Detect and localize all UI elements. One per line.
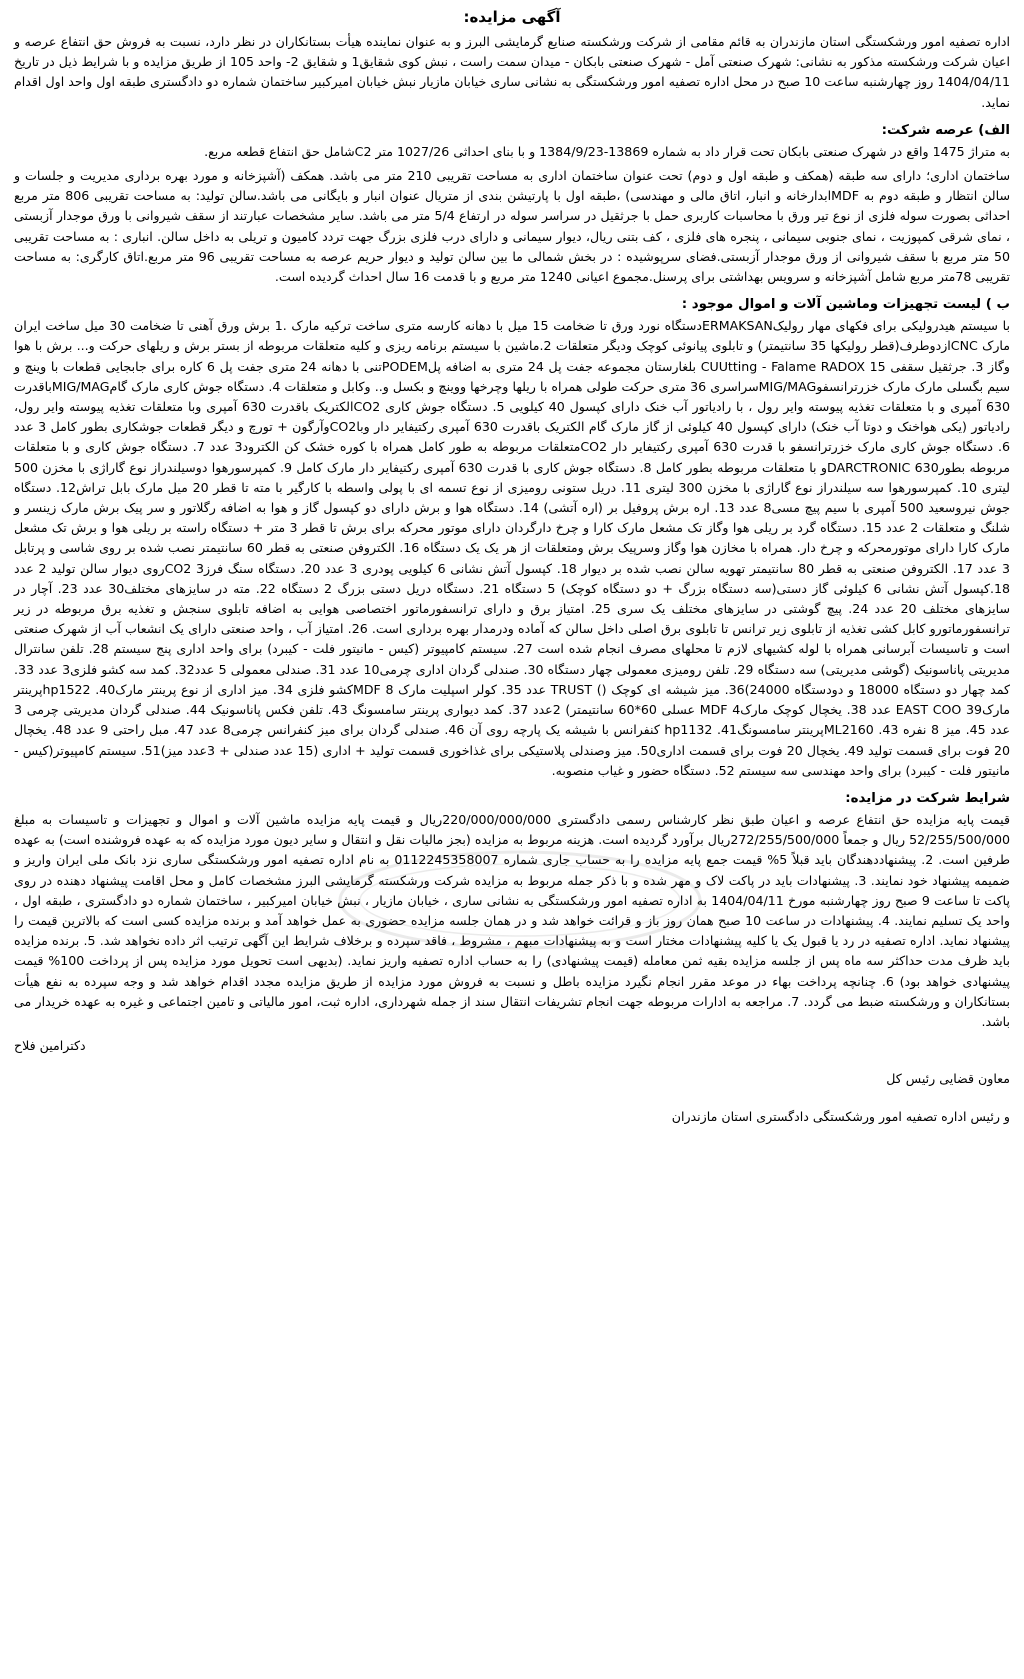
signature-name: دکترامین فلاح bbox=[14, 1038, 86, 1054]
section-a-buildings: ساختمان اداری؛ دارای سه طبقه (همکف و طبقه اول و دوم) تحت عنوان ساختمان اداری به مساحت تقریبی 210 متر می باشد. همکف (آشپزخانه و مورد بهره برداری مدیریت و جلسات و سالن انتظار و طبقه دوم به MDFابدارخانه و انبار، اتاق مالی و مهندسی) ،طبقه اول با پارتیشن بندی از متریال عنوان انبار و بایگانی می باشد.سالن تولید: به مساحت تقریبی 806 متر مربع احداثی بصورت سوله فلزی از نوع تیر ورق با محاسبات کاربری حمل با جرثقیل در سراسر سوله در ارتفاع 5/4 متر می باشد. سایر مشخصات عبارتند از سقف شیروانی با ورق موجدار آزبستی ، نمای شرقی کمپوزیت ، نمای جنوبی سیمانی ، پنجره های فلزی ، کف بتنی ریال، دیوار سیمانی و دارای درب فلزی بزرگ جهت تردد کامیون و تریلی به داخل سالن. انباری : به مساحت تقریبی 50 متر مربع با سقف شیروانی از ورق موجدار آزبستی.فضای سرپوشیده : در بخش شمالی ما بین سالن تولید و دیوار حریم عرصه به مساحت تقریبی 96 متر مربع.اتاق کارگری: به مساحت تقریبی 78متر مربع شامل آشپزخانه و سرویس بهداشتی برای پرسنل.مجموع اعیانی 1240 متر مربع و با قدمت 16 سال احداث گردیده است. bbox=[14, 168, 1011, 285]
section-b-heading: ب ) لیست تجهیزات وماشین آلات و اموال موجود : bbox=[681, 297, 1010, 313]
signature-role-deputy: معاون قضایی رئیس کل bbox=[886, 1071, 1010, 1087]
section-b-equipment-list: با سیستم هیدرولیکی برای فکهای مهار رولیکERMAKSANدستگاه نورد ورق تا ضخامت 15 میل با دهانه کارسه متری ساخت ترکیه مارک .1 برش ورق آهنی تا ضخامت 30 میل ساخت ایران مارک CNCازدوطرف(قطر رولیکها 35 سانتیمتر) و تابلوی پیانوئی کوچک ودیگر متعلقات 2.ماشین با سیستم برنامه ریزی و کلیه متعلقات مربوطه از بستر برش و ریلهای حرکت و... برش با هوا وگاز 3. جرثقیل سقفی CUUtting - Falame RADOX 15 بلغارستان مجموعه جفت پل 24 متری به اضافه پلPODEMتنی با دهانه 24 متری جفت پل 6 کاره برای جابجایی قطعات با وینچ و سیم بگسلی مارک مارک خزرترانسفوMIG/MAGسراسری 36 متری حرکت طولی همراه با ریلها وچرخها ووینچ و بکسل و.. وکابل و متعلقات 4. دستگاه جوش کاری مارک گامMIG/MAGباقدرت 630 آمپری و با متعلقات تغذیه پیوسته وایر رول ، با رادیاتور آب خنک دارای کپسول 40 کیلویی 5. دستگاه جوش کاری CO2الکتریک باقدرت 630 آمپری وبا متعلقات تغذیه پیوسته وایر رول، رادیاتور (یکی هواخنک و دوتا آب خنک) دارای کپسول 40 کیلوئی از گاز مارک گام الکتریک باقدرت 630 آمپری رکتیفایر دار وباCO2وآرگون + تورچ و دیگر قطعات جوشکاری بطور کامل 3 عدد 6. دستگاه جوش کاری مارک خزرترانسفو با قدرت 630 آمپری رکتیفایر دار CO2متعلقات مربوطه به طور کامل همراه با کوره خشک کن الکترود3 عدد 7. دستگاه جوش کاری و با متعلقات مربوطه بطور630 DARCTRONICو با متعلقات مربوطه بطور کامل 8. دستگاه جوش کاری با قدرت 630 آمپری رکتیفایر دار مارک کامل 9. کمپرسورهوا دوسیلندراز نوع گاراژی با مخزن 500 لیتری 10. کمپرسورهوا سه سیلندراز نوع گاراژی با مخزن 300 لیتری 11. دریل ستونی رومیزی از نوع تسمه ای با پولی واسطه با کارگیر با مته تا قطر 20 میل مارک بابل تراش12. دستگاه جوش نیروسعید 500 آمپری با سیم پیچ مسی8 عدد 13. اره برش پروفیل بر (اره آتشی) 14. دستگاه هوا و برش دارای دو کپسول گاز و هوا به اضافه رگلاتور و سر پیک برش مارک زینسر و شلنگ و متعلقات 2 عدد 15. دستگاه گرد بر ریلی هوا وگاز تک مشعل مارک کارا و چرخ دارگردان دارای موتور محرکه برای برش تا قطر 3 متر + دستگاه راسته بر ریلی هوا و برش تک مشعل مارک کارا دارای موتورمحرکه و چرخ دار. همراه با مخازن هوا وگاز وسرپیک برش ومتعلقات از هر یک یک دستگاه 16. الکتروفن صنعتی به قطر 60 سانتیمتر نصب شده بر روی شاسی و پرتابل 3 عدد 17. الکتروفن صنعتی به قطر 80 سانتیمتر تهویه سالن نصب شده بر دیوار 18. کپسول آتش نشانی 6 کیلویی پودری 3 عدد 20. دستگاه سنگ فرز3 CO2روی دیوار سالن تولید 2 عدد 18.کپسول آتش نشانی 6 کیلوئی گاز دستی(سه دستگاه بزرگ + دو دستگاه کوچک) 5 دستگاه 21. دستگاه دریل دستی بزرگ 2 دستگاه 22. مته در سایزهای مختلف30 عدد 23. آچار در سایزهای مختلف 20 عدد 24. پیچ گوشتی در سایزهای مختلف یک سری 25. امتیاز برق و دارای ترانسفورماتور اختصاصی هوایی به اضافه تابلوی سنجش و تغذیه برق مربوطه در زیر ترانسفورماتورو کابل کشی تغذیه از تابلوی زیر ترانس تا تابلوی برق اصلی داخل سالن که آماده ودرمدار بهره برداری است. 26. امتیاز آب ، واحد صنعتی دارای یک انشعاب آب از شهرک صنعتی است و تاسیسات آبرسانی همراه با لوله کشیهای لازم تا محلهای مصرف انجام شده است 27. سیستم کامپیوتر (کیس - مانیتور فلت - کیبرد) برای واحد اداری پنج سیستم 28. تلفن سانترال مدیریتی پاناسونیک (گوشی مدیریتی) سه دستگاه 29. تلفن رومیزی معمولی چهار دستگاه 30. صندلی گردان اداری چرمی10 عدد 31. صندلی معمولی 5 عدد32. کمد سه کشو فلزی3 عدد 33. کمد چهار دو دستگاه 18000 و دودستگاه 24000)36. میز شیشه ای کوچک () TRUST عدد 35. کولر اسپلیت مارک MDF 8کشو فلزی 34. میز اداری از نوع پرینتر مارک40. hp1522پرینتر مارک39 EAST COO عدد 38. یخچال کوچک مارک4 MDF عسلی 60*60 سانتیمتر) 2عدد 37. کمد دیواری پرینتر سامسونگ 43. تلفن فکس پاناسونیک 44. صندلی گردان مدیریتی چرمی 3 عدد 45. میز 8 نفره 43. ML2160پرینتر سامسونگ41. hp1132 کنفرانس با شیشه یک پارچه روی آن 46. صندلی گردان برای میز کنفرانس چرمی8 عدد 47. مبل راحتی 9 عدد 48. یخچال 20 فوت برای قسمت تولید 49. یخچال 20 فوت برای قسمت اداری50. میز وصندلی پلاستیکی برای غذاخوری قسمت تولید + اداری (15 عدد صندلی + 3عدد میز)51. سیستم کامپیوتر(کیس - مانیتور فلت - کیبرد) برای واحد مهندسی سه سیستم 52. دستگاه حضور و غیاب منصوبه. bbox=[14, 318, 1011, 778]
section-a-land: به متراژ 1475 واقع در شهرک صنعتی بابکان تحت قرار داد به شماره 13869-1384/9/23 و با بنای احداثی 1027/26 متر C2شامل حق انتفاع قطعه مربع. bbox=[204, 143, 1010, 159]
section-c-heading: شرایط شرکت در مزایده: bbox=[845, 790, 1010, 806]
section-a-heading: الف) عرصه شرکت: bbox=[881, 122, 1010, 138]
signature-role-head: و رئیس اداره تصفیه امور ورشکستگی دادگستری استان مازندران bbox=[671, 1109, 1010, 1125]
notice-title: آگهی مزایده: bbox=[463, 8, 561, 26]
notice-intro: اداره تصفیه امور ورشکستگی استان مازندران به قائم مقامی از شرکت ورشکسته صنایع گرمایشی البرز و به عنوان نماینده هیأت بستانکاران در نظر دارد، نسبت به فروش حق انتفاع عرصه و اعیان شرکت ورشکسته مذکور به نشانی: شهرک صنعتی آمل - شهرک صنعتی بابکان - میدان سمت راست ، نبش کوی شقایق1 و شقایق 2- واحد 105 از طریق مزایده و با شرایط ذیل در تاریخ 1404/04/11 روز چهارشنبه ساعت 10 صبح در محل اداره تصفیه امور ورشکستگی به نشانی ساری خیابان مازیار نبش خیابان امیرکبیر ساختمان شماره دو دادگستری طبقه اول واحد اول اقدام نماید. bbox=[14, 34, 1011, 110]
section-c-conditions: قیمت پایه مزایده حق انتفاع عرصه و اعیان طبق نظر کارشناس رسمی دادگستری 220/000/000/000ریال و قیمت پایه مزایده ماشین آلات و اموال و تجهیزات و تاسیسات به مبلغ 52/255/500/000 ریال و جمعاً 272/255/500/000ریال برآورد گردیده است. هزینه مربوط به مزایده (بجز مالیات نقل و انتقال و سایر دیون مورد مزایده که به عهده فروشنده است) به عهده طرفین است. 2. پیشنهاددهندگان باید قبلاً 5% قیمت جمع پایه مزایده را به حساب جاری شماره 0112245358007 به نام اداره تصفیه امور ورشکستگی ساری نزد بانک ملی ایران واریز و ضمیمه پیشنهاد خود نمایند. 3. پیشنهادات باید در پاکت لاک و مهر شده و با ذکر جمله مربوط به مزایده شرکت ورشکسته گرمایشی البرز مشخصات کامل و محل اقامت پیشنهاد دهنده در روی پاکت تا ساعت 9 صبح روز چهارشنبه مورخ 1404/04/11 به اداره تصفیه امور ورشکستگی به نشانی ساری ، خیابان مازیار ، نبش خیابان امیرکبیر ، ساختمان شماره دو دادگستری ، طبقه اول ، واحد یک تسلیم نمایند. 4. پیشنهادات در ساعت 10 صبح همان روز باز و قرائت خواهد شد و در همان جلسه مزایده حضوری به عمل خواهد آمد و برنده مزایده کسی است که بالاترین قیمت را پیشنهاد نماید. اداره تصفیه در رد یا قبول یک یا کلیه پیشنهادات مختار است و به پیشنهادات مبهم ، مشروط ، فاقد سپرده و برخلاف شرایط این آگهی ترتیب اثر داده نخواهد شد. 5. برنده مزایده باید ظرف مدت حداکثر سه ماه پس از جلسه مزایده بقیه ثمن معامله (قیمت پیشنهادی) را به حساب اداره تصفیه واریز نماید. (بدیهی است تحویل مورد مزایده پس از پرداخت 100% قیمت پیشنهادی خواهد بود) 6. چنانچه پرداخت بهاء در موعد مقرر انجام نگیرد مزایده باطل و نسبت به فروش مورد مزایده از طریق مزایده مجدد اقدام خواهد شد و وجه سپرده به نفع هیأت بستانکاران و ورشکسته ضبط می گردد. 7. مراجعه به ادارات مربوطه جهت انجام تشریفات انتقال سند از جمله شهرداری، اداره ثبت، امور مالیاتی و تامین اجتماعی و غیره به عهده خریدار می باشد. bbox=[14, 811, 1011, 1029]
